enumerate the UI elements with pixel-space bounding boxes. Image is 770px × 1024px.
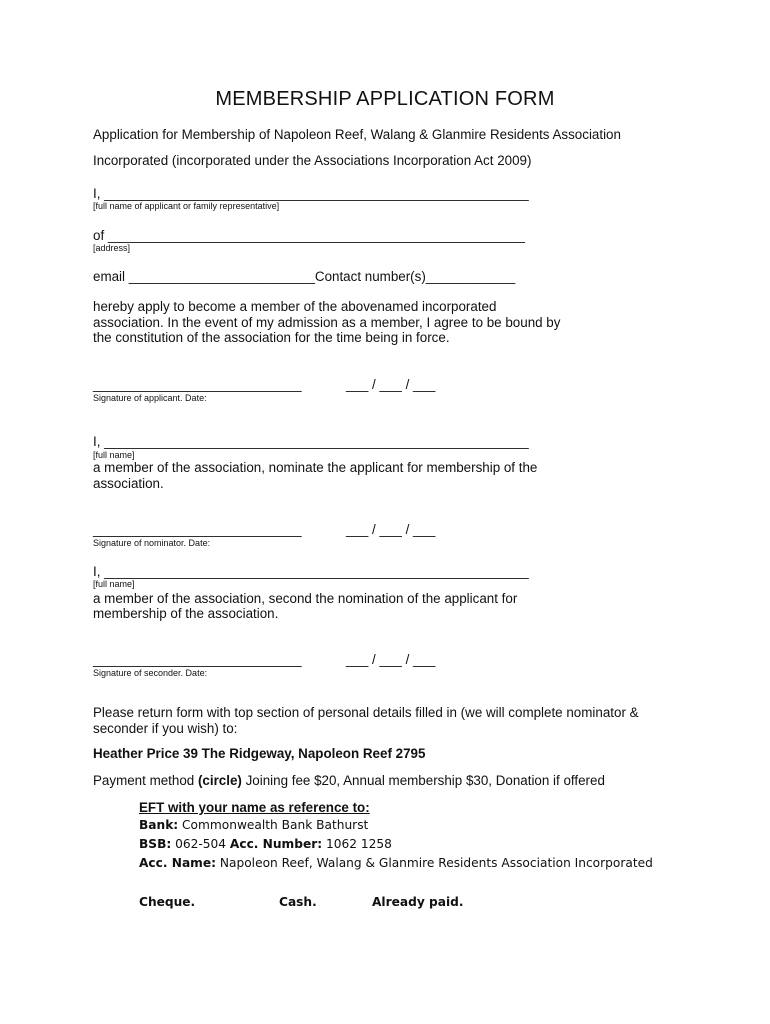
- nominator-name-field[interactable]: I, _________________________________________________________: [93, 434, 529, 449]
- applicant-address-field[interactable]: of ________________________________________________________: [93, 228, 525, 243]
- declaration-line-1: hereby apply to become a member of the abovenamed incorporated: [93, 299, 497, 314]
- nominator-signature-caption: Signature of nominator. Date:: [93, 538, 211, 548]
- nominator-statement-line-1: a member of the association, nominate the applicant for membership of the: [93, 460, 538, 475]
- declaration-line-3: the constitution of the association for the time being in force.: [93, 330, 450, 345]
- seconder-name-field[interactable]: I, _________________________________________________________: [93, 564, 529, 579]
- eft-heading: EFT with your name as reference to:: [139, 800, 370, 815]
- payment-circle-note: (circle): [197, 773, 242, 788]
- eft-bank-value: Commonwealth Bank Bathurst: [182, 818, 369, 832]
- seconder-signature-caption: Signature of seconder. Date:: [93, 668, 208, 678]
- eft-acc-number-value: 1062 1258: [326, 837, 392, 851]
- page-title: MEMBERSHIP APPLICATION FORM: [215, 88, 555, 110]
- seconder-statement-line-2: membership of the association.: [93, 606, 279, 621]
- applicant-date-field[interactable]: ___ / ___ / ___: [346, 377, 436, 392]
- payment-fees: Joining fee $20, Annual membership $30, Donation if offered: [241, 773, 605, 788]
- payment-method-prefix: Payment method: [93, 773, 198, 788]
- seconder-statement-line-1: a member of the association, second the nomination of the applicant for: [93, 591, 518, 606]
- payment-option-cheque[interactable]: Cheque.: [139, 895, 196, 909]
- payment-option-already-paid[interactable]: Already paid.: [372, 895, 464, 909]
- eft-acc-name-label: Acc. Name:: [139, 856, 217, 870]
- declaration-line-2: association. In the event of my admission as a member, I agree to be bound by: [93, 315, 561, 330]
- seconder-signature-field[interactable]: ____________________________: [93, 652, 302, 667]
- return-instructions-line-1: Please return form with top section of personal details filled in (we will complete nominator &: [93, 705, 639, 720]
- eft-acc-number-label: Acc. Number:: [229, 837, 323, 851]
- eft-bank-label: Bank:: [139, 818, 179, 832]
- return-instructions-line-2: seconder if you wish) to:: [93, 721, 238, 736]
- payment-method-line: [93, 773, 605, 788]
- nominator-statement-line-2: association.: [93, 476, 164, 491]
- intro-line-2: Incorporated (incorporated under the Associations Incorporation Act 2009): [93, 153, 532, 168]
- applicant-name-field[interactable]: I, _________________________________________________________: [93, 186, 529, 201]
- eft-acc-name-value: Napoleon Reef, Walang & Glanmire Residents Association Incorporated: [219, 856, 653, 870]
- eft-bank-row: [139, 818, 368, 832]
- eft-acc-name-row: [139, 856, 653, 870]
- payment-option-cash[interactable]: Cash.: [279, 895, 317, 909]
- applicant-name-caption: [full name of applicant or family representative]: [93, 201, 280, 211]
- nominator-signature-field[interactable]: ____________________________: [93, 522, 302, 537]
- applicant-signature-caption: Signature of applicant. Date:: [93, 393, 207, 403]
- nominator-name-caption: [full name]: [93, 450, 135, 460]
- applicant-signature-field[interactable]: ____________________________: [93, 377, 302, 392]
- seconder-name-caption: [full name]: [93, 579, 135, 589]
- return-address: Heather Price 39 The Ridgeway, Napoleon Reef 2795: [93, 746, 426, 761]
- seconder-date-field[interactable]: ___ / ___ / ___: [346, 652, 436, 667]
- intro-line-1: Application for Membership of Napoleon Reef, Walang & Glanmire Residents Association: [93, 127, 621, 142]
- eft-bsb-value: 062-504: [175, 837, 227, 851]
- nominator-date-field[interactable]: ___ / ___ / ___: [346, 522, 436, 537]
- eft-bsb-label: BSB:: [139, 837, 172, 851]
- applicant-email-contact-field[interactable]: email _________________________Contact number(s)____________: [93, 269, 516, 284]
- eft-bsb-row: [139, 837, 392, 851]
- applicant-address-caption: [address]: [93, 243, 131, 253]
